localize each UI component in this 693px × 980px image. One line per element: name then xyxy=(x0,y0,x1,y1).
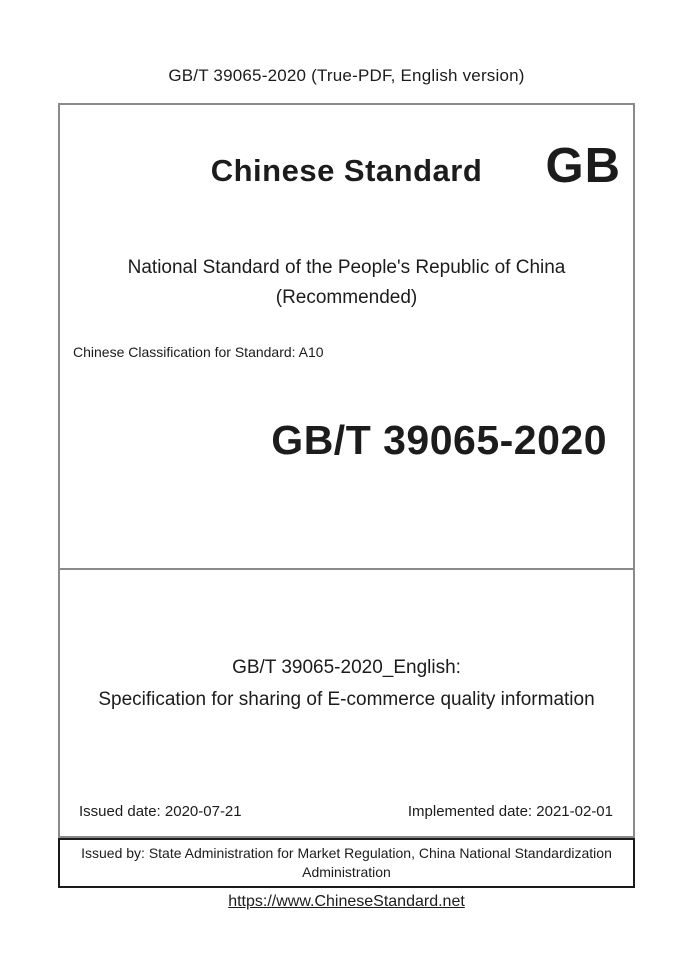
recommended-line: (Recommended) xyxy=(275,287,418,308)
english-title-line1: GB/T 39065-2020_English: xyxy=(232,657,461,678)
english-title-block xyxy=(60,652,633,716)
national-standard-line: National Standard of the People's Republic of China xyxy=(127,257,566,278)
site-link[interactable]: https://www.ChineseStandard.net xyxy=(228,893,465,910)
document-meta-title: GB/T 39065-2020 (True-PDF, English version) xyxy=(168,66,525,85)
implemented-date: Implemented date: 2021-02-01 xyxy=(407,803,613,820)
gb-logo-text: GB xyxy=(545,139,621,193)
dates-row xyxy=(79,803,613,820)
issued-date: Issued date: 2020-07-21 xyxy=(79,803,242,820)
site-footer xyxy=(0,893,693,911)
cover-upper-section xyxy=(60,105,633,570)
classification-line: Chinese Classification for Standard: A10 xyxy=(73,344,324,360)
brand-title: Chinese Standard xyxy=(210,153,483,188)
issuer-text: Issued by: State Administration for Market Regulation, China National Standardization Administration xyxy=(81,845,612,880)
cover-box xyxy=(58,103,635,838)
national-standard-block xyxy=(60,253,633,313)
issuer-box xyxy=(58,838,635,888)
cover-lower-section xyxy=(60,572,633,836)
english-title-line2: Specification for sharing of E-commerce quality information xyxy=(98,689,595,710)
standard-number: GB/T 39065-2020 xyxy=(271,417,607,463)
